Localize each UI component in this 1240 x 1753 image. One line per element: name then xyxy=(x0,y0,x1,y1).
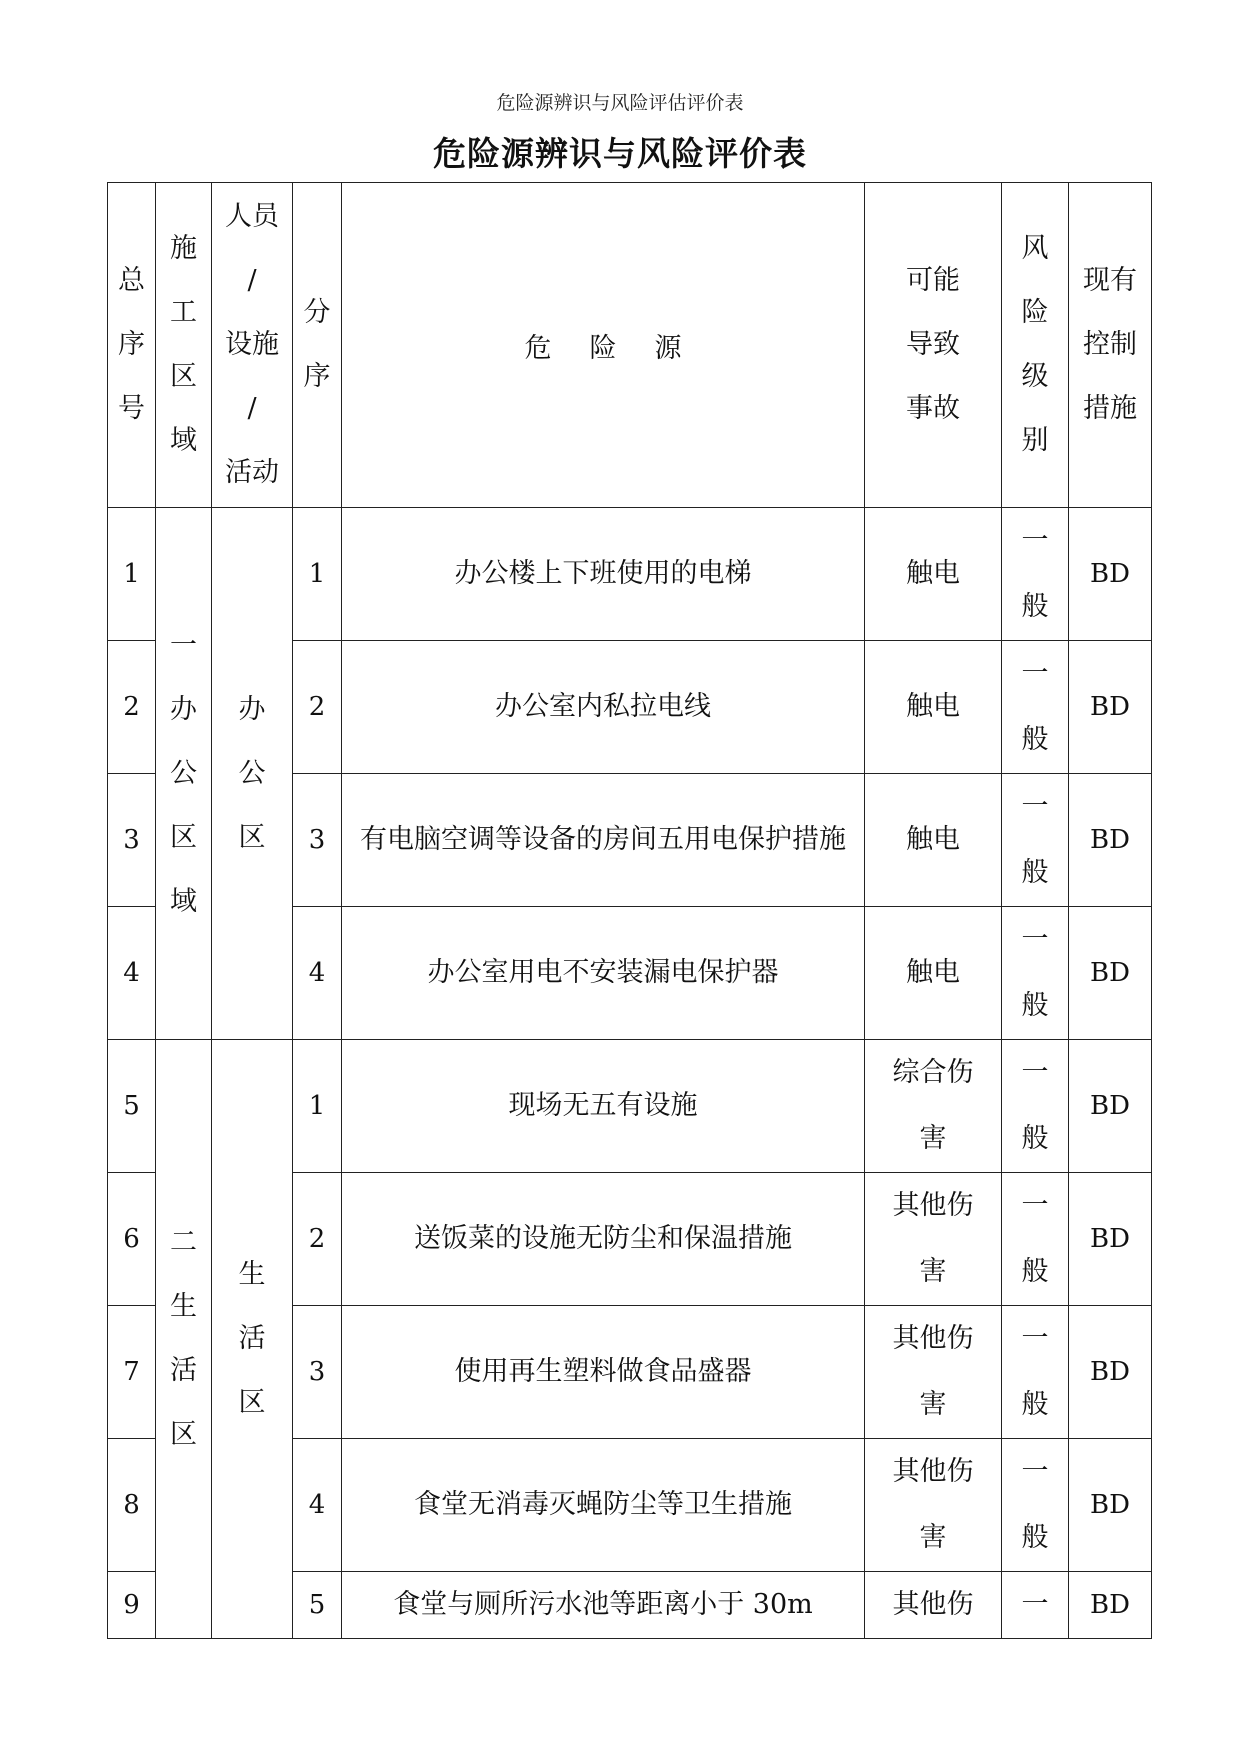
cell-sub-seq: 3 xyxy=(293,774,342,907)
header-row xyxy=(108,183,1152,508)
cell-total-seq: 4 xyxy=(108,907,156,1040)
cell-risk-level: 一 xyxy=(1002,1572,1069,1639)
cell-hazard: 办公室内私拉电线 xyxy=(342,641,865,774)
header-accident: 可能 导致 事故 xyxy=(865,183,1002,508)
cell-sub-seq: 4 xyxy=(293,907,342,1040)
document-title: 危险源辨识与风险评价表 xyxy=(433,134,807,173)
header-total-seq: 总 序 号 xyxy=(108,183,156,508)
cell-risk-level: 一 般 xyxy=(1002,774,1069,907)
cell-hazard: 食堂与厕所污水池等距离小于 30m xyxy=(342,1572,865,1639)
cell-hazard: 有电脑空调等设备的房间五用电保护措施 xyxy=(342,774,865,907)
cell-sub-seq: 3 xyxy=(293,1306,342,1439)
cell-accident: 触电 xyxy=(865,641,1002,774)
header-sub-seq: 分 序 xyxy=(293,183,342,508)
table-row xyxy=(108,508,1152,641)
cell-accident: 其他伤 害 xyxy=(865,1306,1002,1439)
cell-accident: 触电 xyxy=(865,774,1002,907)
cell-controls: BD xyxy=(1069,1572,1152,1639)
cell-hazard: 现场无五有设施 xyxy=(342,1040,865,1173)
cell-area: 一 办 公 区 域 xyxy=(156,508,212,1040)
table-body xyxy=(108,508,1152,1639)
header-risk-level: 风 险 级 别 xyxy=(1002,183,1069,508)
cell-sub-seq: 2 xyxy=(293,641,342,774)
cell-hazard: 送饭菜的设施无防尘和保温措施 xyxy=(342,1173,865,1306)
cell-controls: BD xyxy=(1069,1040,1152,1173)
header-controls: 现有 控制 措施 xyxy=(1069,183,1152,508)
cell-hazard: 食堂无消毒灭蝇防尘等卫生措施 xyxy=(342,1439,865,1572)
cell-risk-level: 一 般 xyxy=(1002,907,1069,1040)
cell-activity: 办 公 区 xyxy=(212,508,293,1040)
header-hazard: 危险源 xyxy=(342,183,865,508)
cell-sub-seq: 1 xyxy=(293,508,342,641)
cell-risk-level: 一 般 xyxy=(1002,1040,1069,1173)
cell-total-seq: 9 xyxy=(108,1572,156,1639)
cell-total-seq: 3 xyxy=(108,774,156,907)
cell-accident: 其他伤 害 xyxy=(865,1173,1002,1306)
cell-risk-level: 一 般 xyxy=(1002,508,1069,641)
cell-hazard: 使用再生塑料做食品盛器 xyxy=(342,1306,865,1439)
cell-accident: 其他伤 害 xyxy=(865,1439,1002,1572)
cell-risk-level: 一 般 xyxy=(1002,641,1069,774)
header-area: 施 工 区 域 xyxy=(156,183,212,508)
cell-accident: 触电 xyxy=(865,508,1002,641)
cell-total-seq: 5 xyxy=(108,1040,156,1173)
cell-accident: 其他伤 xyxy=(865,1572,1002,1639)
table-row xyxy=(108,1040,1152,1173)
cell-total-seq: 2 xyxy=(108,641,156,774)
cell-controls: BD xyxy=(1069,508,1152,641)
cell-controls: BD xyxy=(1069,641,1152,774)
cell-hazard: 办公室用电不安装漏电保护器 xyxy=(342,907,865,1040)
cell-total-seq: 7 xyxy=(108,1306,156,1439)
header-activity: 人员 / 设施 / 活动 xyxy=(212,183,293,508)
hazard-table xyxy=(107,182,1152,1639)
cell-accident: 综合伤 害 xyxy=(865,1040,1002,1173)
cell-sub-seq: 5 xyxy=(293,1572,342,1639)
cell-area: 二 生 活 区 xyxy=(156,1040,212,1639)
cell-sub-seq: 1 xyxy=(293,1040,342,1173)
running-header: 危险源辨识与风险评估评价表 xyxy=(496,92,744,114)
cell-total-seq: 6 xyxy=(108,1173,156,1306)
cell-risk-level: 一 般 xyxy=(1002,1173,1069,1306)
cell-sub-seq: 2 xyxy=(293,1173,342,1306)
cell-controls: BD xyxy=(1069,907,1152,1040)
cell-accident: 触电 xyxy=(865,907,1002,1040)
cell-controls: BD xyxy=(1069,774,1152,907)
cell-controls: BD xyxy=(1069,1306,1152,1439)
cell-controls: BD xyxy=(1069,1173,1152,1306)
cell-hazard: 办公楼上下班使用的电梯 xyxy=(342,508,865,641)
cell-risk-level: 一 般 xyxy=(1002,1439,1069,1572)
cell-controls: BD xyxy=(1069,1439,1152,1572)
cell-sub-seq: 4 xyxy=(293,1439,342,1572)
cell-activity: 生 活 区 xyxy=(212,1040,293,1639)
cell-risk-level: 一 般 xyxy=(1002,1306,1069,1439)
cell-total-seq: 8 xyxy=(108,1439,156,1572)
cell-total-seq: 1 xyxy=(108,508,156,641)
